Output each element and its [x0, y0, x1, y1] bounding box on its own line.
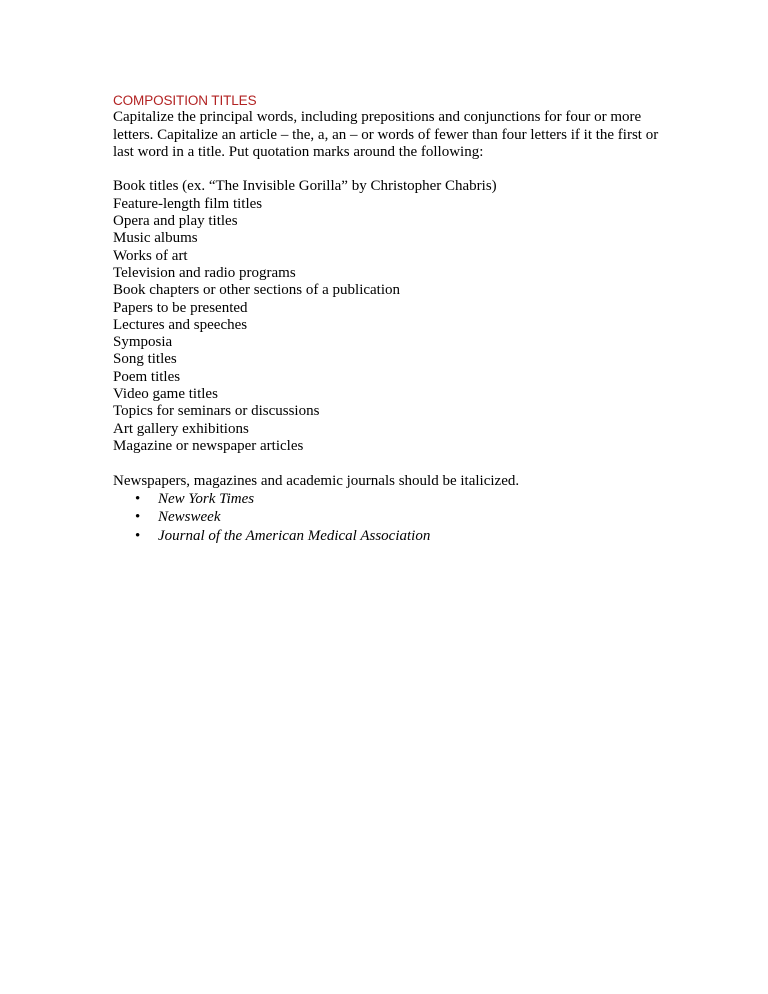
bullet-icon: • — [135, 490, 141, 507]
list-item: Lectures and speeches — [113, 316, 248, 333]
list-item: Book chapters or other sections of a publication — [113, 282, 401, 299]
list-item: Art gallery exhibitions — [113, 420, 249, 437]
bullet-item — [113, 508, 673, 527]
list-item: Topics for seminars or discussions — [113, 403, 320, 420]
list-item: Poem titles — [113, 368, 181, 385]
list-item: Works of art — [113, 247, 188, 264]
list-item: Video game titles — [113, 386, 218, 403]
list-item: Song titles — [113, 351, 177, 368]
section-heading: COMPOSITION TITLES — [113, 93, 257, 108]
paragraph-spacer — [113, 455, 673, 472]
paragraph-spacer — [113, 161, 673, 178]
document-page — [113, 90, 673, 545]
list-item: Music albums — [113, 230, 198, 247]
bullet-icon: • — [135, 527, 141, 544]
list-item: Book titles (ex. “The Invisible Gorilla” by Christopher Chabris) — [113, 178, 497, 195]
list-item: Television and radio programs — [113, 264, 296, 281]
bullet-item — [113, 527, 673, 546]
intro-paragraph: Capitalize the principal words, including prepositions and conjunctions for four or more letters. Capitalize an article – the, a, an – or words of fewer than four letters if it the first or last word in a title. Put quotation marks around the following: — [113, 109, 659, 160]
bullet-icon: • — [135, 509, 141, 526]
list-item: Feature-length film titles — [113, 195, 263, 212]
bullet-text: New York Times — [158, 490, 255, 507]
bullet-text: Journal of the American Medical Association — [158, 527, 431, 544]
list-item: Magazine or newspaper articles — [113, 437, 304, 454]
list-item: Symposia — [113, 334, 173, 351]
list-item: Opera and play titles — [113, 213, 238, 230]
bullet-text: Newsweek — [158, 509, 221, 526]
list-item: Papers to be presented — [113, 299, 248, 316]
bullet-item — [113, 490, 673, 509]
quoted-items-list — [113, 178, 673, 455]
italics-statement: Newspapers, magazines and academic journals should be italicized. — [113, 472, 520, 489]
italic-examples-list — [113, 490, 673, 546]
